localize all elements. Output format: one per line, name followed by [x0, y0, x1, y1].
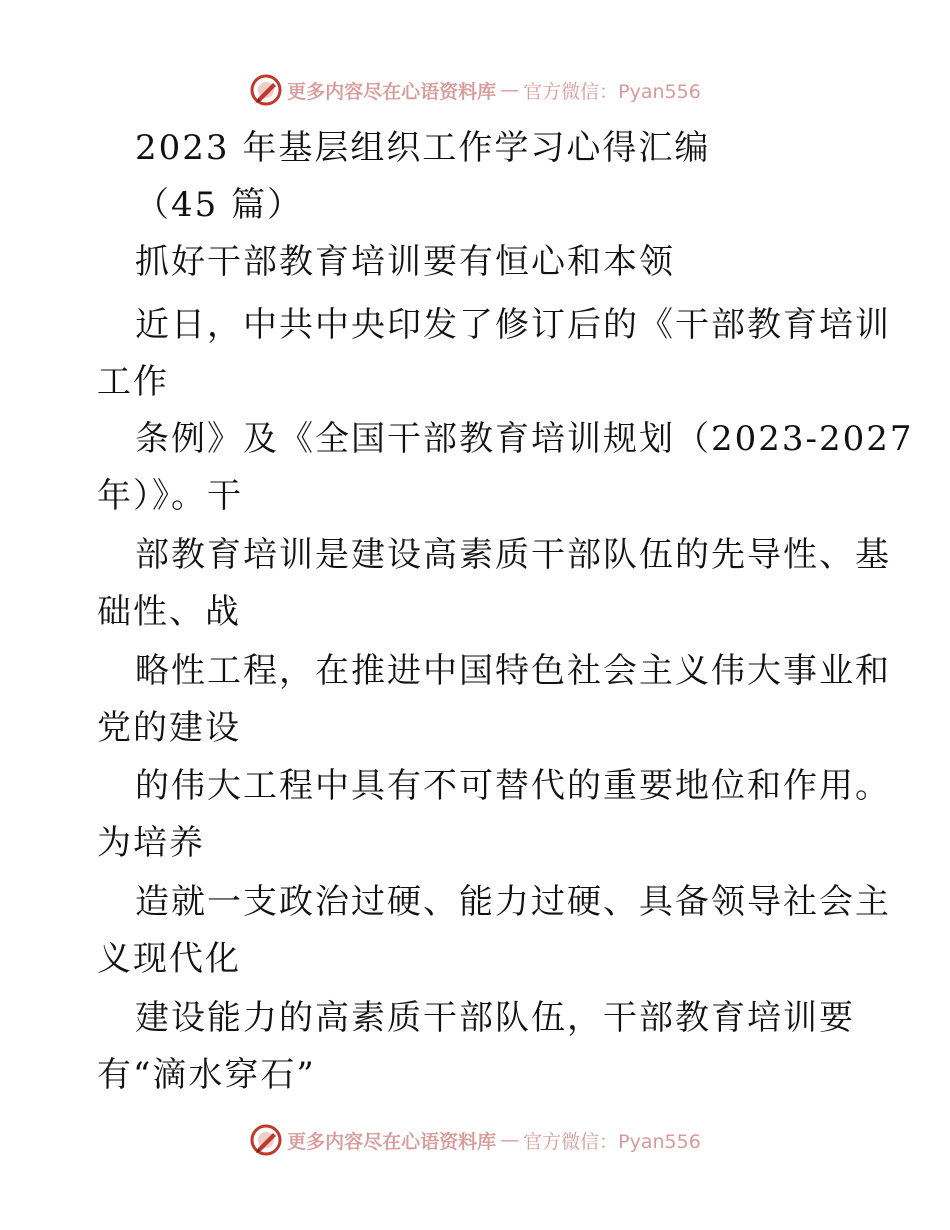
- body-line: 建设能力的高素质干部队伍，干部教育培训要: [135, 998, 855, 1038]
- body-line: 部教育培训是建设高素质干部队伍的先导性、基: [135, 535, 891, 575]
- body-line: 义现代化: [97, 939, 241, 979]
- document-title: 2023 年基层组织工作学习心得汇编: [135, 128, 711, 168]
- body-line: 造就一支政治过硬、能力过硬、具备领导社会主: [135, 882, 891, 922]
- body-line: 有“滴水穿石”: [97, 1055, 316, 1095]
- footer-watermark: [0, 1120, 950, 1160]
- watermark-text: 更多内容尽在心语资料库: [287, 80, 497, 103]
- pen-circle-logo-icon: [249, 1123, 283, 1157]
- watermark-separator: —: [500, 1129, 520, 1151]
- body-line: 的伟大工程中具有不可替代的重要地位和作用。: [135, 766, 891, 806]
- document-subtitle: （45 篇）: [135, 185, 304, 225]
- watermark-contact: 官方微信：Pyan556: [523, 80, 701, 103]
- body-line: 近日，中共中央印发了修订后的《干部教育培训: [135, 305, 891, 345]
- watermark-separator: —: [500, 79, 520, 101]
- article-title: 抓好干部教育培训要有恒心和本领: [135, 242, 675, 282]
- body-line: 党的建设: [97, 708, 241, 748]
- header-watermark: [0, 70, 950, 110]
- watermark-group: [249, 1123, 701, 1157]
- watermark-contact: 官方微信：Pyan556: [523, 1130, 701, 1153]
- watermark-text: 更多内容尽在心语资料库: [287, 1130, 497, 1153]
- body-line: 础性、战: [97, 592, 241, 632]
- body-line: 工作: [97, 362, 169, 402]
- watermark-group: [249, 73, 701, 107]
- body-line: 为培养: [97, 823, 205, 863]
- body-line: 略性工程，在推进中国特色社会主义伟大事业和: [135, 651, 891, 691]
- body-line: 条例》及《全国干部教育培训规划（2023-2027: [135, 419, 914, 459]
- pen-circle-logo-icon: [249, 73, 283, 107]
- body-line: 年）》。干: [97, 476, 243, 516]
